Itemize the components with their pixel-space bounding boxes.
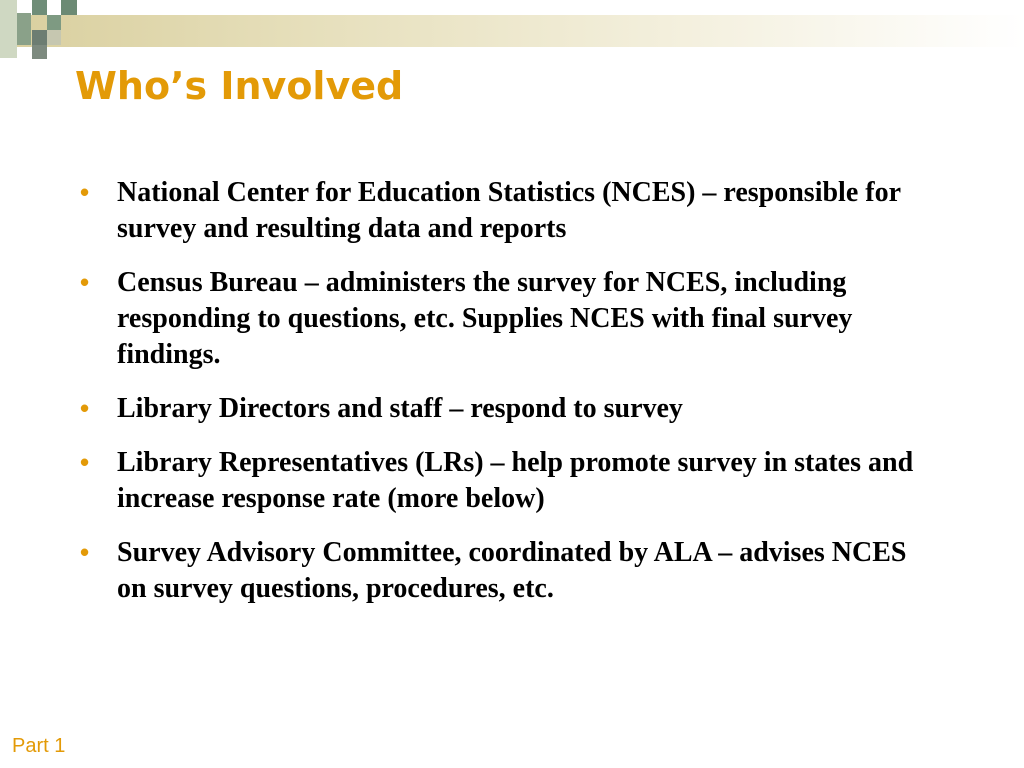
bullet-list	[80, 175, 920, 625]
bullet-text: Library Representatives (LRs) – help promote survey in states and increase response rate (more below)	[117, 447, 914, 514]
bullet-text: Library Directors and staff – respond to survey	[117, 393, 683, 424]
slide-title: Who’s Involved	[75, 64, 404, 108]
decor-square	[17, 13, 31, 45]
decor-square	[32, 0, 47, 15]
header-band	[0, 15, 1024, 47]
decor-square	[47, 30, 61, 45]
bullet-text: Census Bureau – administers the survey for NCES, including responding to questions, etc. Supplies NCES with final survey findings.	[117, 267, 853, 370]
decor-square	[32, 45, 47, 59]
bullet-icon: •	[80, 537, 90, 567]
bullet-icon: •	[80, 267, 90, 297]
decor-square	[32, 30, 47, 45]
bullet-text: Survey Advisory Committee, coordinated by ALA – advises NCES on survey questions, procedures, etc.	[117, 537, 907, 604]
bullet-text: National Center for Education Statistics (NCES) – responsible for survey and resulting data and reports	[117, 177, 901, 244]
bullet-icon: •	[80, 393, 90, 423]
bullet-icon: •	[80, 177, 90, 207]
decor-square	[61, 0, 77, 15]
bullet-icon: •	[80, 447, 90, 477]
bullet-item	[80, 445, 920, 517]
decor-square	[0, 0, 17, 58]
bullet-item	[80, 535, 920, 607]
decor-square	[47, 15, 61, 30]
bullet-item	[80, 265, 920, 373]
bullet-item	[80, 391, 920, 427]
bullet-item	[80, 175, 920, 247]
footer-label: Part 1	[12, 735, 66, 757]
